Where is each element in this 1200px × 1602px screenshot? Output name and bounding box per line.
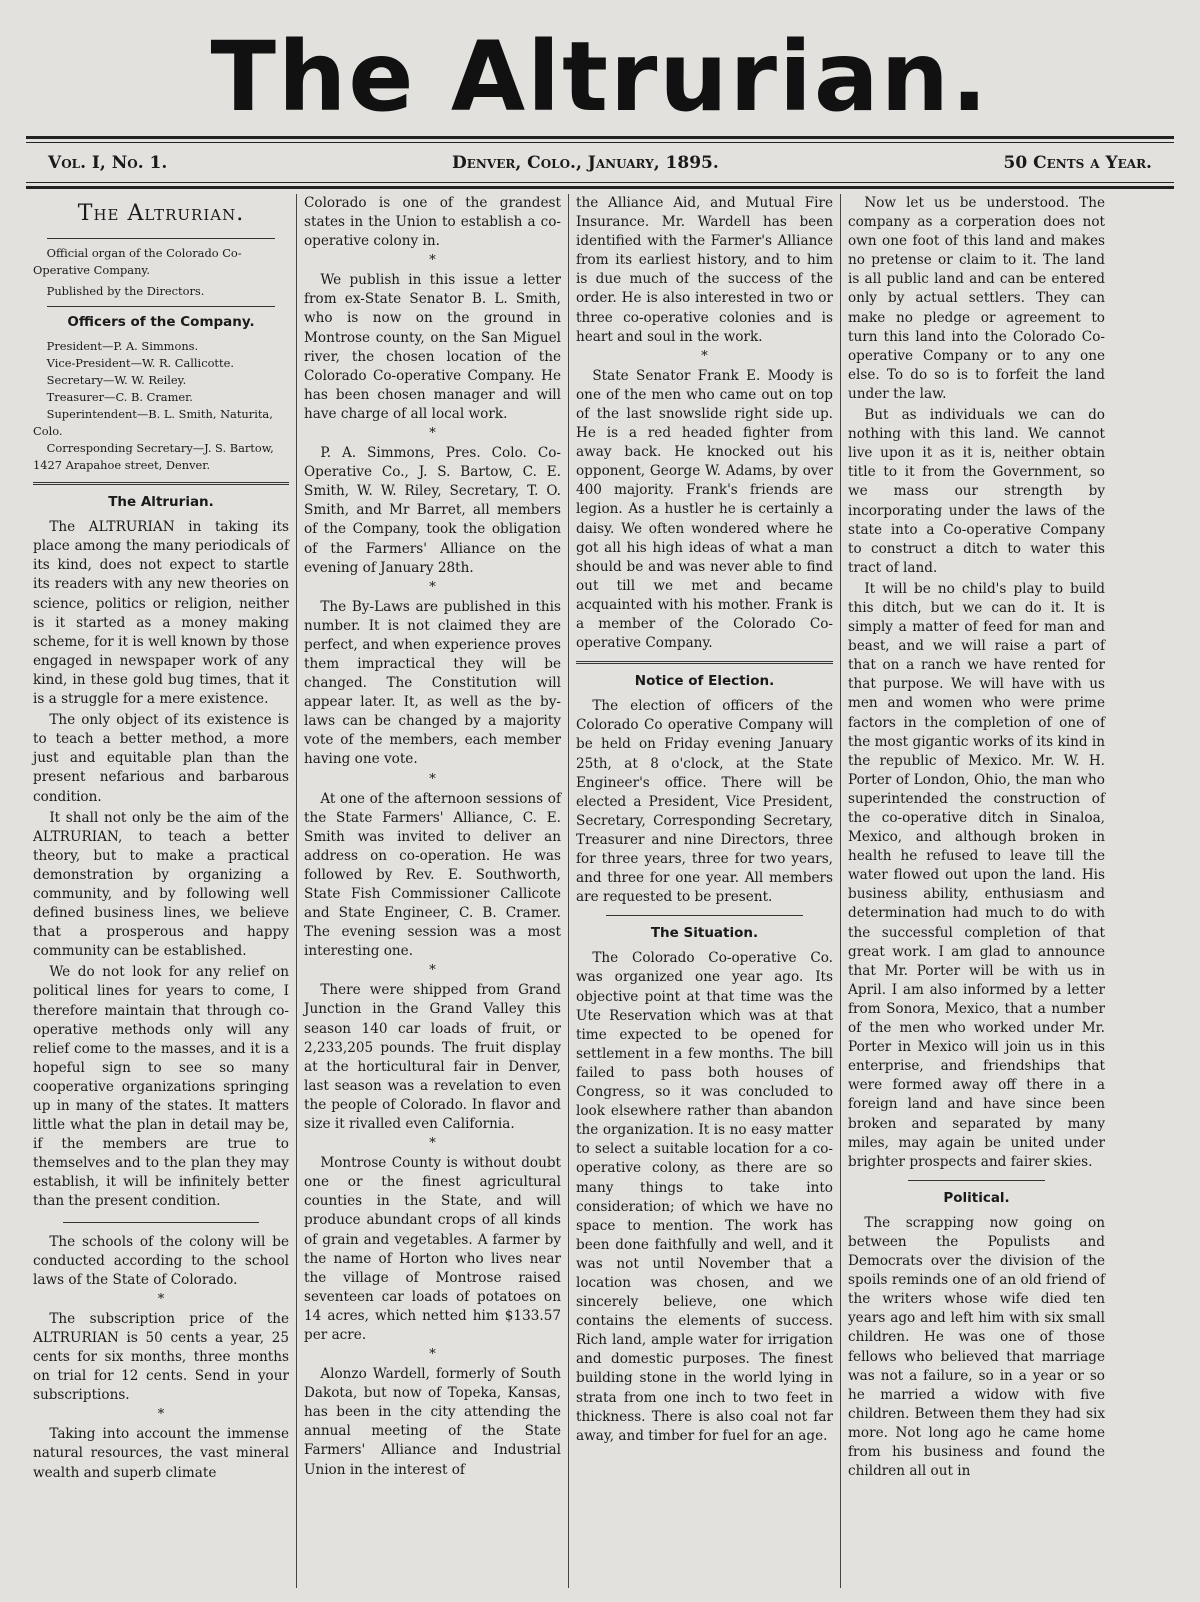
double-divider <box>576 661 833 664</box>
paragraph-subscription: The subscription price of the ALTRURIAN is 50 cents a year, 25 cents for six months, three months on trial for 12 cents. Send in your subscriptions. <box>33 1310 289 1404</box>
officer-vice-president: Vice-President—W. R. Callicotte. <box>46 356 234 371</box>
divider <box>63 1222 259 1223</box>
separator-star: * <box>429 253 436 269</box>
separator-star: * <box>429 1136 436 1152</box>
officers-list <box>33 338 289 474</box>
column-3 <box>568 194 840 1588</box>
dateline <box>48 148 1152 178</box>
election-heading: Notice of Election. <box>634 673 775 690</box>
paragraph: We do not look for any relief on political lines for years to come, I therefore maintain that through co-operative methods only will any relief come to the masses, and it is a hopeful sign to see so many cooperative organizations springing up in many of the states. It matters little what the plan in detail may be, if the members are true to themselves and to the plan they may establish, it will be infinitely better than the present condition. <box>33 964 289 1210</box>
separator-star: * <box>429 963 436 979</box>
paragraph: The ALTRURIAN in taking its place among the many periodicals of its kind, does not expect to startle its readers with any new theories on science, politics or religion, neither is it started as a money making scheme, for it is well known by those engaged in newspaper work of any kind, in these gold bug times, that it is a struggle for a mere existence. <box>33 519 289 708</box>
column-2 <box>296 194 568 1588</box>
officer-corresponding-secretary: Corresponding Secretary—J. S. Bartow, 1427 Arapahoe street, Denver. <box>33 441 274 473</box>
paragraph: We publish in this issue a letter from ex-State Senator B. L. Smith, who is now on the ground in Montrose county, on the San Miguel river, the chosen location of the Colorado Co-operative Company. He has been chosen manager and will have charge of all local work. <box>304 272 561 422</box>
place-date: Denver, Colo., January, 1895. <box>452 153 719 173</box>
officer-superintendent: Superintendent—B. L. Smith, Naturita, Colo. <box>33 407 273 439</box>
paragraph: But as individuals we can do nothing with this land. We cannot live upon it as it is, neither obtain title to it from the Government, so we mass our strength by incorporating under the laws of the state into a Co-operative Company to construct a ditch to water this tract of land. <box>848 407 1105 576</box>
paragraph: State Senator Frank E. Moody is one of the men who came out on top of the last snowslide right side up. He is a red headed fighter from away back. He knocked out his opponent, George W. Adams, by over 400 majority. Frank's friends are legion. As a hustler he is certainly a daisy. We often wondered where he got all his high ideas of what a man should be and was never able to find out till we met and became acquainted with his mother. Frank is a member of the Colorado Co-operative Company. <box>576 367 833 652</box>
officers-heading: Officers of the Company. <box>67 314 255 330</box>
paragraph-schools: The schools of the colony will be conducted according to the school laws of the State of Colorado. <box>33 1233 289 1288</box>
dateline-rule-thick <box>26 186 1174 189</box>
paragraph: At one of the afternoon sessions of the State Farmers' Alliance, C. E. Smith was invited to deliver an address on co-operation. He was followed by Rev. E. Southworth, State Fish Commissioner Callicote and State Engineer, C. B. Cramer. The evening session was a most interesting one. <box>304 790 561 960</box>
paragraph: Montrose County is without doubt one or the finest agricultural counties in the State, and will produce abundant crops of all kinds of grain and vegetables. A farmer by the name of Horton who lives near the village of Montrose raised seventeen car loads of potatoes on 14 acres, which netted him $133.57 per acre. <box>304 1155 561 1343</box>
officer-treasurer: Treasurer—C. B. Cramer. <box>46 390 193 405</box>
column-4 <box>840 194 1112 1588</box>
separator-star: * <box>429 771 436 787</box>
paragraph-resources: Taking into account the immense natural resources, the vast mineral wealth and superb climate <box>33 1426 289 1481</box>
divider <box>47 238 275 239</box>
separator-star: * <box>429 426 436 442</box>
paragraph: The By-Laws are published in this number. It is not claimed they are perfect, and when experience proves them impractical they will be changed. The Constitution will appear later. It, as well as the by-laws can be changed by a majority vote of the members, each member having one vote. <box>304 598 561 768</box>
divider <box>606 915 803 916</box>
paragraph-election: The election of officers of the Colorado Co operative Company will be held on Friday evening January 25th, at 8 o'clock, at the State Engineer's office. There will be elected a President, Vice President, Secretary, Corresponding Secretary, Treasurer and nine Directors, three for three years, three for two years, and three for one year. All members are requested to be present. <box>576 698 833 906</box>
separator-star: * <box>429 1347 436 1363</box>
volume-number: Vol. I, No. 1. <box>48 153 168 173</box>
paragraph: It shall not only be the aim of the ALTRURIAN, to teach a better theory, but to make a practical demonstration by organizing a community, and by following well defined business lines, we believe that a prosperous and happy community can be established. <box>33 809 289 960</box>
separator-star: * <box>429 579 436 595</box>
separator-star: * <box>157 1407 165 1423</box>
article-heading: The Altrurian. <box>108 494 214 511</box>
official-organ: Official organ of the Colorado Co-Operative Company. <box>33 246 242 277</box>
masthead-rule-thin <box>26 142 1174 143</box>
officer-secretary: Secretary—W. W. Reiley. <box>46 373 187 388</box>
box-title: The Altrurian. <box>77 201 245 226</box>
masthead-rule <box>26 136 1174 139</box>
subscription-price: 50 Cents a Year. <box>1003 153 1152 173</box>
paragraph: There were shipped from Grand Junction in the Grand Valley this season 140 car loads of fruit, or 2,233,205 pounds. The fruit display at the horticultural fair in Denver, last season was a revelation to even the people of Colorado. In flavor and size it rivalled even California. <box>304 982 561 1133</box>
paragraph: It will be no child's play to build this ditch, but we can do it. It is simply a matter of feed for man and beast, and we will raise a part of that on a ranch we have rented for that purpose. We will have with us men and women who were prime factors in the completion of one of the most gigantic works of its kind in the republic of Mexico. Mr. W. H. Porter of London, Ohio, the man who superintended the construction of the co-operative ditch in Sinaloa, Mexico, and although broken in health he refused to leave till the water flowed out upon the land. His business ability, enthusiasm and determination had much to do with the successful completion of that great work. I am glad to announce that Mr. Porter will be with us in April. I am also informed by a letter from Sonora, Mexico, that a number of the men who worked under Mr. Porter in Mexico will join us in this enterprise, and friendships that were formed away off there in a foreign land and have since been broken and separated by many miles, may again be united under brighter prospects and fairer skies. <box>848 580 1105 1170</box>
dateline-rule <box>26 182 1174 183</box>
paragraph: The only object of its existence is to teach a better method, a more just and equitable plan than the present nefarious and barbarous condition. <box>33 712 289 805</box>
separator-star: * <box>701 348 708 364</box>
double-divider <box>33 482 289 485</box>
divider <box>908 1180 1045 1181</box>
situation-heading: The Situation. <box>650 925 759 942</box>
column-1 <box>26 194 296 1588</box>
officer-president: President—P. A. Simmons. <box>46 339 199 354</box>
paragraph-situation: The Colorado Co-operative Co. was organized one year ago. Its objective point at that time was the Ute Reservation which was at that time expected to be opened for settlement in a few months. The bill failed to pass both houses of Congress, so it was concluded to look elsewhere rather than abandon the organization. It is no easy matter to select a suitable location for a co-operative colony, as there are so many things to take into consideration; of which we have no space to mention. The work has been done faithfully and well, and it was not until November that a location was chosen, and we sincerely believe, one which contains the elements of success. Rich land, ample water for irrigation and domestic purposes. The finest building stone in the world lying in strata from one inch to two feet in thickness. There is also coal not far away, and timber for fuel for an age. <box>576 950 833 1444</box>
divider <box>47 306 275 307</box>
paragraph: the Alliance Aid, and Mutual Fire Insurance. Mr. Wardell has been identified with the Farmer's Alliance from its earliest history, and to him is due much of the success of the order. He is also interested in two or three co-operative colonies and is heart and soul in the work. <box>576 195 833 345</box>
paragraph: Now let us be understood. The company as a corperation does not own one foot of this land and makes no pretense or claim to it. The land is all public land and can be entered only by actual settlers. They can make no pledge or agreement to turn this land into the Colorado Co-operative Company or to any one else. To do so is to forfeit the land under the law. <box>848 195 1105 402</box>
political-heading: Political. <box>943 1189 1010 1206</box>
paragraph-political: The scrapping now going on between the Populists and Democrats over the division of the spoils reminds one of an old friend of the writers whose wife died ten years ago and left him with six small children. He was one of those fellows who believed that marriage was not a failure, so in a year or so he married a widow with five children. Between them they had six more. Not long ago he came home from his business and found the children all out in <box>848 1214 1105 1480</box>
article-columns <box>26 194 1174 1588</box>
masthead-title: The Altrurian. <box>210 21 990 133</box>
publication-info <box>33 245 289 300</box>
paragraph: P. A. Simmons, Pres. Colo. Co-Operative Co., J. S. Bartow, C. E. Smith, W. W. Riley, Secretary, T. O. Smith, and Mr Barret, all members of the Company, took the obligation of the Farmers' Alliance on the evening of January 28th. <box>304 445 561 576</box>
paragraph: Alonzo Wardell, formerly of South Dakota, but now of Topeka, Kansas, has been in the city attending the annual meeting of the State Farmers' Alliance and Industrial Union in the interest of <box>304 1366 561 1478</box>
published-by: Published by the Directors. <box>46 284 205 298</box>
paragraph: Colorado is one of the grandest states in the Union to establish a co-operative colony in. <box>304 195 561 250</box>
separator-star: * <box>157 1291 165 1307</box>
